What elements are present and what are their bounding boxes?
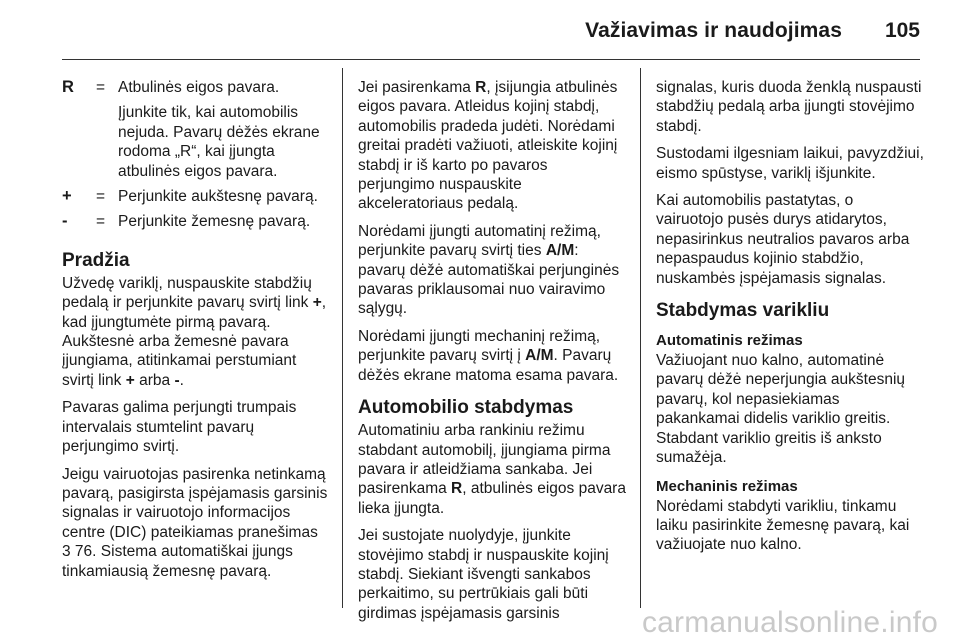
text-run: Jei pasirenkama <box>358 79 476 96</box>
text-run: Norėdami įjungti mechaninį režimą, perjunkite pavarų svirtį į <box>358 327 601 365</box>
header-divider <box>62 59 920 60</box>
paragraph <box>62 465 330 581</box>
definition-equals: = <box>96 188 106 206</box>
paragraph <box>358 222 626 319</box>
paragraph: Sustodami ilgesniam laikui, pavyzdžiui, eismo spūstyse, variklį išjunkite. <box>656 145 924 182</box>
watermark: carmanualsonline.info <box>641 606 938 639</box>
heading-stabdymas-varikliu: Stabdymas varikliu <box>656 300 830 322</box>
text-run: Automatiniu arba rankiniu režimu stabdant automobilį, įjungiama pirma pavara ir atleidžiama sankaba. Jei pasirenkama <box>358 422 611 498</box>
definition-value <box>118 78 330 187</box>
text-run: Užvedę variklį, nuspauskite stabdžių pedalą ir perjunkite pavarų svirtį link <box>62 274 313 312</box>
column-3 <box>656 78 924 563</box>
column-2 <box>358 78 626 631</box>
definition-row-r <box>62 78 330 187</box>
definition-text: Atbulinės eigos pavara. <box>118 79 280 96</box>
paragraph: Važiuojant nuo kalno, automatinė pavarų dėžė neperjungia aukštesnių pavarų, kol nepasiekiamas pakankamai didelis variklio greitis. Stabdant variklio greitis iš anksto sumažėja. <box>656 352 906 467</box>
paragraph <box>358 421 626 518</box>
text-run: . <box>179 371 184 389</box>
definition-text: Perjunkite žemesnę pavarą. <box>118 213 311 231</box>
text-run: Norėdami įjungti automatinį režimą, perjunkite pavarų svirtį ties <box>358 222 601 260</box>
paragraph <box>358 327 626 385</box>
paragraph <box>358 78 626 214</box>
text-run: , atbulinės eigos pavara lieka įjungta. <box>358 480 626 517</box>
definition-key: R <box>62 78 74 96</box>
paragraph: signalas, kuris duoda ženklą nuspausti stabdžių pedalą arba įjungti stovėjimo stabdį. <box>656 79 922 135</box>
text-run: . Pavarų dėžės ekrane matoma esama pavara. <box>358 347 619 384</box>
page-header <box>0 0 960 62</box>
page-number: 105 <box>884 19 920 42</box>
paragraph: Pavaras galima perjungti trumpais intervalais stumtelint pavarų perjungimo svirtį. <box>62 399 297 456</box>
text-run: : pavarų dėžė automatiškai perjunginės pavaras priklausomai nuo vairavimo sąlygų. <box>358 242 620 318</box>
definition-text: Perjunkite aukštesnę pavarą. <box>118 188 318 206</box>
subheading-mechaninis: Mechaninis režimas <box>656 477 798 495</box>
paragraph <box>62 274 330 390</box>
heading-automobilio-stabdymas: Automobilio stabdymas <box>358 397 574 419</box>
heading-pradzia: Pradžia <box>62 249 130 271</box>
column-divider-1 <box>342 68 343 608</box>
text-run: Jeigu vairuotojas pasirenka netinkamą pavarą, pasigirsta įspėjamasis garsinis signalas ir vairuotojo informacijos centre (DIC) pateikiamas pranešimas <box>62 465 328 541</box>
am-symbol: A/M <box>545 242 575 260</box>
definition-equals: = <box>96 213 106 231</box>
column-divider-2 <box>640 68 641 608</box>
page-reference: 3 76 <box>62 543 93 561</box>
r-symbol: R <box>451 480 463 498</box>
definition-equals: = <box>96 79 106 96</box>
definition-row-plus <box>62 187 330 212</box>
definition-value <box>118 187 330 212</box>
text-run: , įsijungia atbulinės eigos pavara. Atleidus kojinį stabdį, automobilis pradeda judėti. Norėdami greitai pradėti važiuoti, atleiskite kojinį stabdį ir iš karto po pavaros perjungimo nuspauskite akceleratoriaus pedalą. <box>358 79 618 213</box>
definition-note: Įjunkite tik, kai automobilis nejuda. Pavarų dėžės ekrane rodoma „R“, kai įjungta atbulinės eigos pavara. <box>118 104 320 180</box>
paragraph: Kai automobilis pastatytas, o vairuotojo pusės durys atidarytos, nepasirinkus neutralios pavaros arba nepaspaudus kojinio stabdžio, nuskambės įspėjamasis signalas. <box>656 192 910 287</box>
definition-key: - <box>62 212 68 231</box>
plus-symbol: + <box>125 371 135 389</box>
minus-symbol: - <box>174 371 180 389</box>
text-run: . Sistema automatiškai įjungs tinkamiausią žemesnę pavarą. <box>62 543 293 580</box>
section-title: Važiavimas ir naudojimas <box>585 19 842 42</box>
definition-value <box>118 212 330 237</box>
column-1 <box>62 78 330 589</box>
paragraph: Norėdami stabdyti varikliu, tinkamu laiku pasirinkite žemesnę pavarą, kai važiuojate nuo kalno. <box>656 497 910 554</box>
definition-key: + <box>62 187 72 206</box>
text-run: arba <box>134 371 175 389</box>
plus-symbol: + <box>312 294 322 312</box>
am-symbol: A/M <box>525 347 554 365</box>
definition-row-minus <box>62 212 330 237</box>
r-symbol: R <box>475 79 487 96</box>
paragraph: Jei sustojate nuolydyje, įjunkite stovėjimo stabdį ir nuspauskite kojinį stabdį. Siekiant išvengti sankabos perkaitimo, su pertrūkiais gali būti girdimas įspėjamasis garsinis <box>358 527 609 622</box>
subheading-automatinis: Automatinis režimas <box>656 332 803 350</box>
text-run: , kad įjungtumėte pirmą pavarą. Aukštesnė arba žemesnė pavara įjungiama, atitinkamai perstumiant svirtį link <box>62 294 327 389</box>
